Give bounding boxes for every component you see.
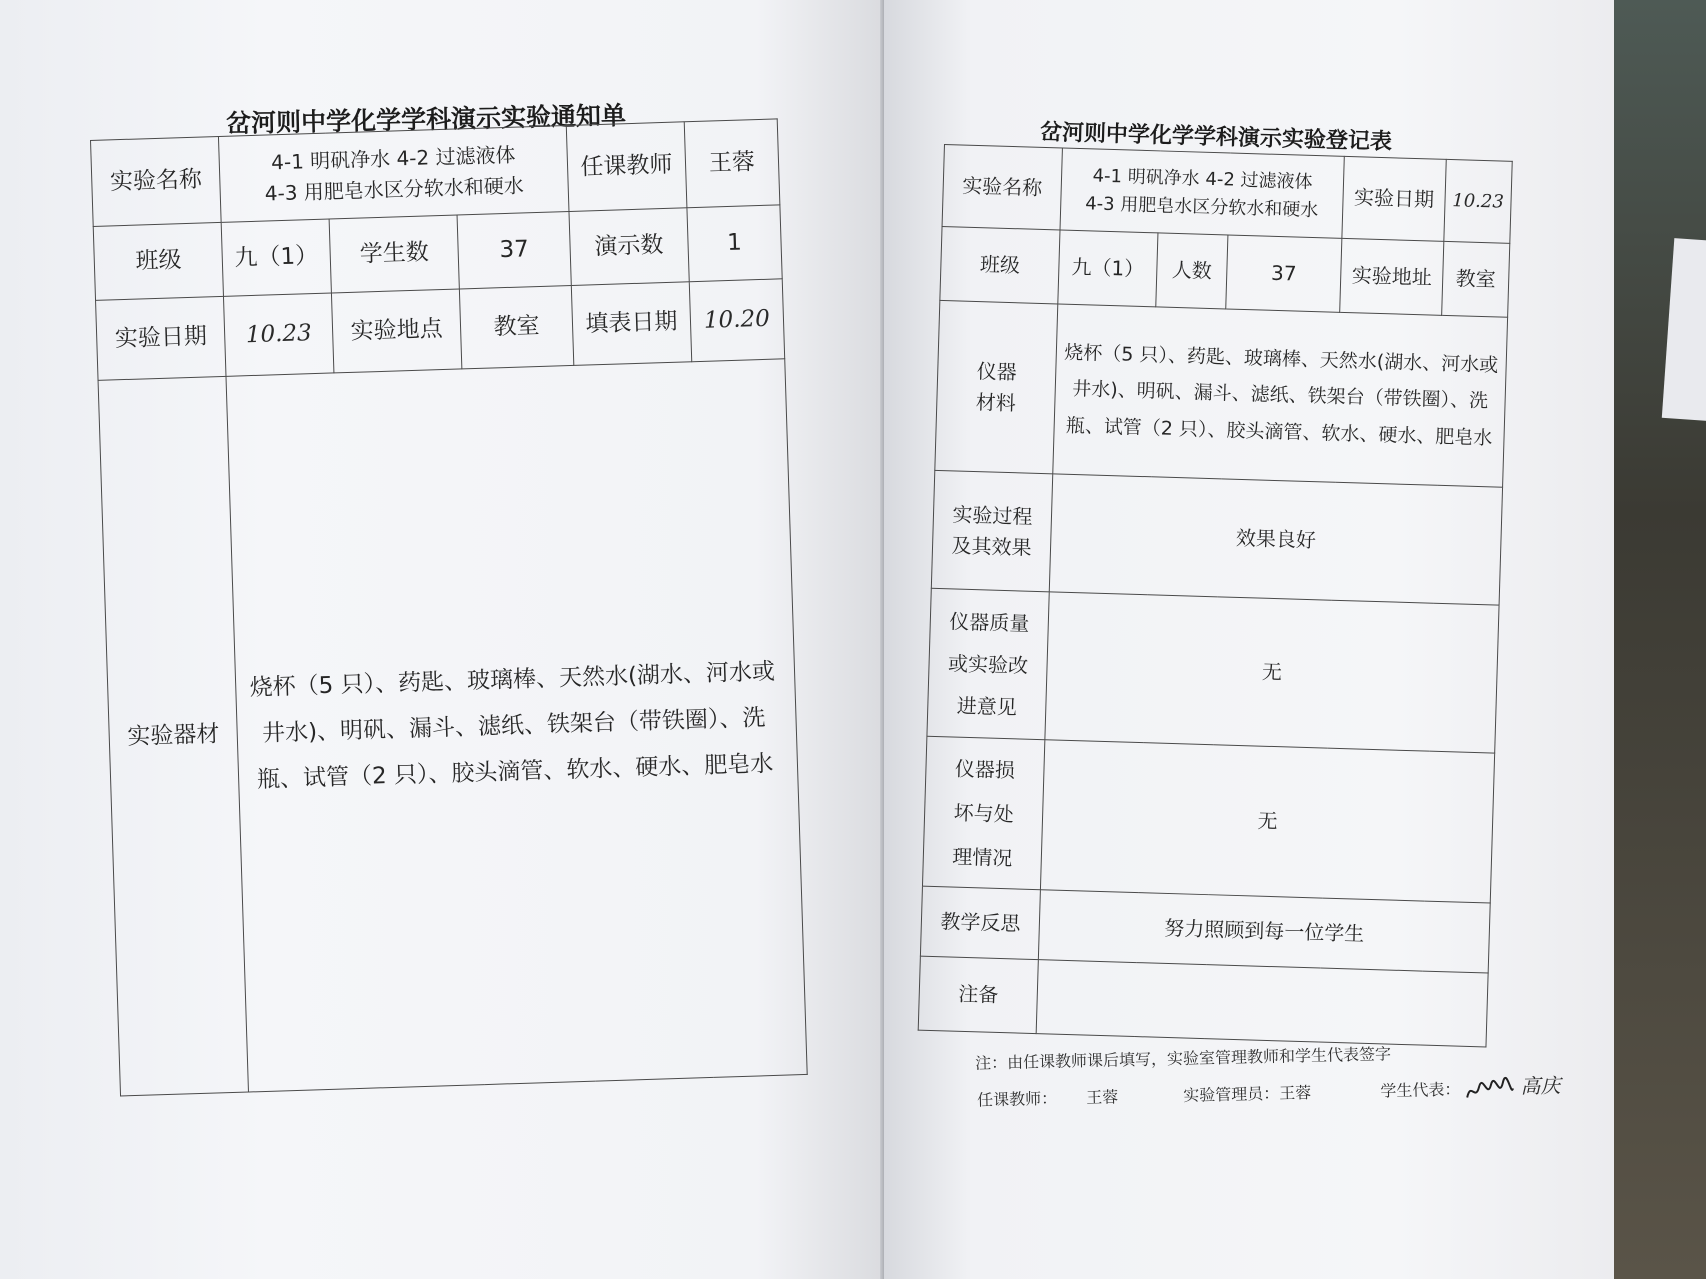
register-process-label-2: 及其效果 (951, 532, 1032, 560)
register-damage-label-3: 理情况 (952, 844, 1013, 870)
register-damage-label (922, 736, 1044, 889)
register-experiment-line1: 4-1 明矾净水 4-2 过滤液体 (1092, 165, 1313, 193)
register-instruments-label (935, 300, 1058, 473)
register-reflection-value: 努力照顾到每一位学生 (1038, 890, 1490, 973)
notice-fill-date-label: 填表日期 (571, 282, 691, 366)
register-address-label: 实验地址 (1340, 238, 1444, 315)
register-notes-label: 注备 (918, 956, 1038, 1033)
notice-experiment-name (219, 126, 569, 223)
notice-equipment-value: 烧杯（5 只）、药匙、玻璃棒、天然水(湖水、河水或井水)、明矾、漏斗、滤纸、铁架台（带铁圈）、洗瓶、试管（2 只）、胶头滴管、软水、硬水、肥皂水 (226, 359, 807, 1092)
notice-fill-date-handwritten: 10.20 (689, 279, 785, 362)
notice-experiment-line2: 4-3 用肥皂水区分软水和硬水 (264, 172, 525, 206)
register-count-value: 37 (1226, 235, 1342, 312)
register-experiment-line2: 4-3 用肥皂水区分软水和硬水 (1084, 192, 1319, 221)
register-footnote: 注：由任课教师课后填写，实验室管理教师和学生代表签字 (974, 1044, 1392, 1073)
register-class-value: 九（1） (1058, 230, 1158, 307)
notice-demo-count-label: 演示数 (569, 208, 689, 286)
register-damage-value: 无 (1040, 740, 1494, 903)
notice-experiment-line1: 4-1 明矾净水 4-2 过滤液体 (270, 142, 516, 174)
notice-demo-count-value: 1 (687, 205, 782, 282)
register-damage-label-1: 仪器损 (954, 756, 1016, 782)
notice-student-count-value: 37 (457, 211, 571, 288)
register-instruments-label-2: 材料 (975, 389, 1017, 415)
notice-date-label: 实验日期 (96, 296, 227, 380)
register-quality-value: 无 (1045, 592, 1499, 753)
notice-class-label: 班级 (93, 222, 224, 300)
notice-location-value: 教室 (460, 285, 574, 368)
teacher-sign-name: 王蓉 (1085, 1087, 1119, 1108)
register-instruments-value: 烧杯（5 只）、药匙、玻璃棒、天然水(湖水、河水或井水)、明矾、漏斗、滤纸、铁架台（带铁圈）、洗瓶、试管（2 只）、胶头滴管、软水、硬水、肥皂水 (1053, 304, 1508, 487)
notice-equipment-label: 实验器材 (98, 376, 249, 1096)
register-experiment-name (1060, 148, 1344, 238)
notice-teacher-label: 任课教师 (566, 122, 687, 212)
teacher-sign-label: 任课教师： (976, 1088, 1058, 1110)
register-date-handwritten: 10.23 (1444, 159, 1512, 243)
register-quality-label (927, 588, 1049, 739)
register-quality-label-1: 仪器质量 (948, 608, 1030, 636)
register-process-value: 效果良好 (1049, 474, 1502, 605)
notice-location-label: 实验地点 (331, 289, 462, 373)
notice-name-label: 实验名称 (91, 136, 222, 226)
student-rep-label: 学生代表： (1380, 1079, 1461, 1101)
signature-scribble-icon (1465, 1076, 1516, 1103)
register-form (918, 144, 1513, 1047)
student-rep-signature (1465, 1073, 1561, 1099)
register-name-label: 实验名称 (942, 145, 1062, 230)
register-damage-label-2: 坏与处 (953, 800, 1015, 826)
notice-class-value: 九（1） (221, 219, 331, 296)
notice-student-count-label: 学生数 (329, 215, 460, 293)
student-rep-name: 高庆 (1520, 1073, 1561, 1099)
register-address-value: 教室 (1442, 241, 1510, 317)
register-process-label (931, 470, 1052, 591)
notice-date-handwritten: 10.23 (224, 293, 334, 376)
register-notes-value (1036, 960, 1488, 1047)
notice-title: 岔河则中学化学学科演示实验通知单 (225, 100, 627, 139)
admin-sign-label: 实验管理员：王蓉 (1183, 1083, 1312, 1105)
register-instruments-label-1: 仪器 (976, 358, 1018, 384)
register-title: 岔河则中学化学学科演示实验登记表 (1039, 120, 1393, 155)
register-quality-label-3: 进意见 (956, 693, 1018, 719)
notice-form (90, 118, 808, 1096)
register-class-label: 班级 (940, 226, 1060, 303)
register-quality-label-2: 或实验改 (947, 650, 1029, 678)
notice-teacher-value: 王蓉 (684, 119, 780, 208)
register-count-label: 人数 (1156, 233, 1228, 309)
register-process-label-1: 实验过程 (952, 501, 1033, 529)
register-date-label: 实验日期 (1342, 156, 1446, 241)
register-reflection-label: 教学反思 (920, 886, 1040, 959)
